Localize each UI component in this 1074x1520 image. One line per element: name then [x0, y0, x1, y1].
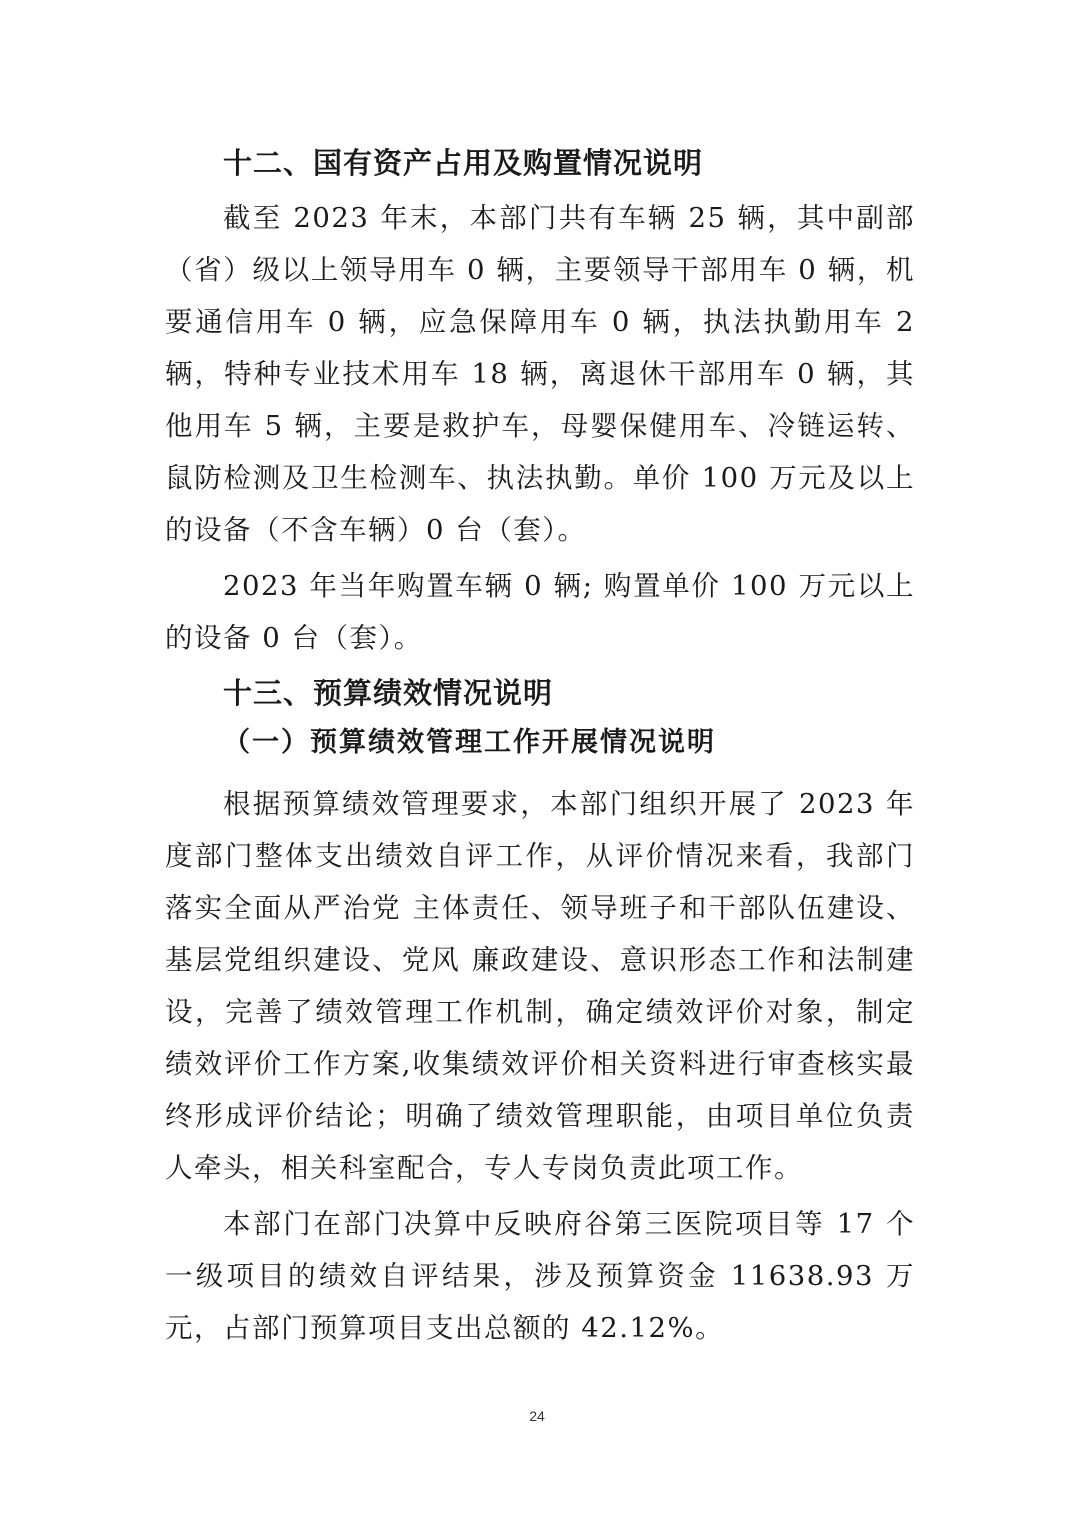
section-13-subheading-1: （一）预算绩效管理工作开展情况说明 — [223, 727, 716, 758]
section-13-heading: 十三、预算绩效情况说明 — [223, 676, 554, 710]
page-number: 24 — [529, 1408, 545, 1424]
section-12-heading: 十二、国有资产占用及购置情况说明 — [223, 146, 704, 180]
section-12-paragraph-1: 截至 2023 年末，本部门共有车辆 25 辆，其中副部（省）级以上领导用车 0 辆，主要领导干部用车 0 辆，机要通信用车 0 辆，应急保障用车 0 辆，执法执勤用车 2 辆，特种专业技术用车 18 辆，离退休干部用车 0 辆，其他用车 5 辆，主要是救护车，母婴保健用车、冷链运转、鼠防检测及卫生检测车、执法执勤。单价 100 万元及以上的设备（不含车辆）0 台（套）。 — [165, 202, 915, 546]
section-12-paragraph-2: 2023 年当年购置车辆 0 辆; 购置单价 100 万元以上的设备 0 台（套）。 — [165, 570, 915, 654]
section-13-paragraph-2: 本部门在部门决算中反映府谷第三医院项目等 17 个一级项目的绩效自评结果，涉及预算资金 11638.93 万元，占部门预算项目支出总额的 42.12%。 — [165, 1208, 915, 1344]
page-content — [165, 138, 915, 1354]
section-13-paragraph-1: 根据预算绩效管理要求，本部门组织开展了 2023 年度部门整体支出绩效自评工作，从评价情况来看，我部门落实全面从严治党 主体责任、领导班子和干部队伍建设、基层党组织建设、党风 廉政建设、意识形态工作和法制建设，完善了绩效管理工作机制，确定绩效评价对象，制定绩效评价工作方案,收集绩效评价相关资料进行审查核实最终形成评价结论；明确了绩效管理职能，由项目单位负责人牵头，相关科室配合，专人专岗负责此项工作。 — [165, 788, 915, 1184]
